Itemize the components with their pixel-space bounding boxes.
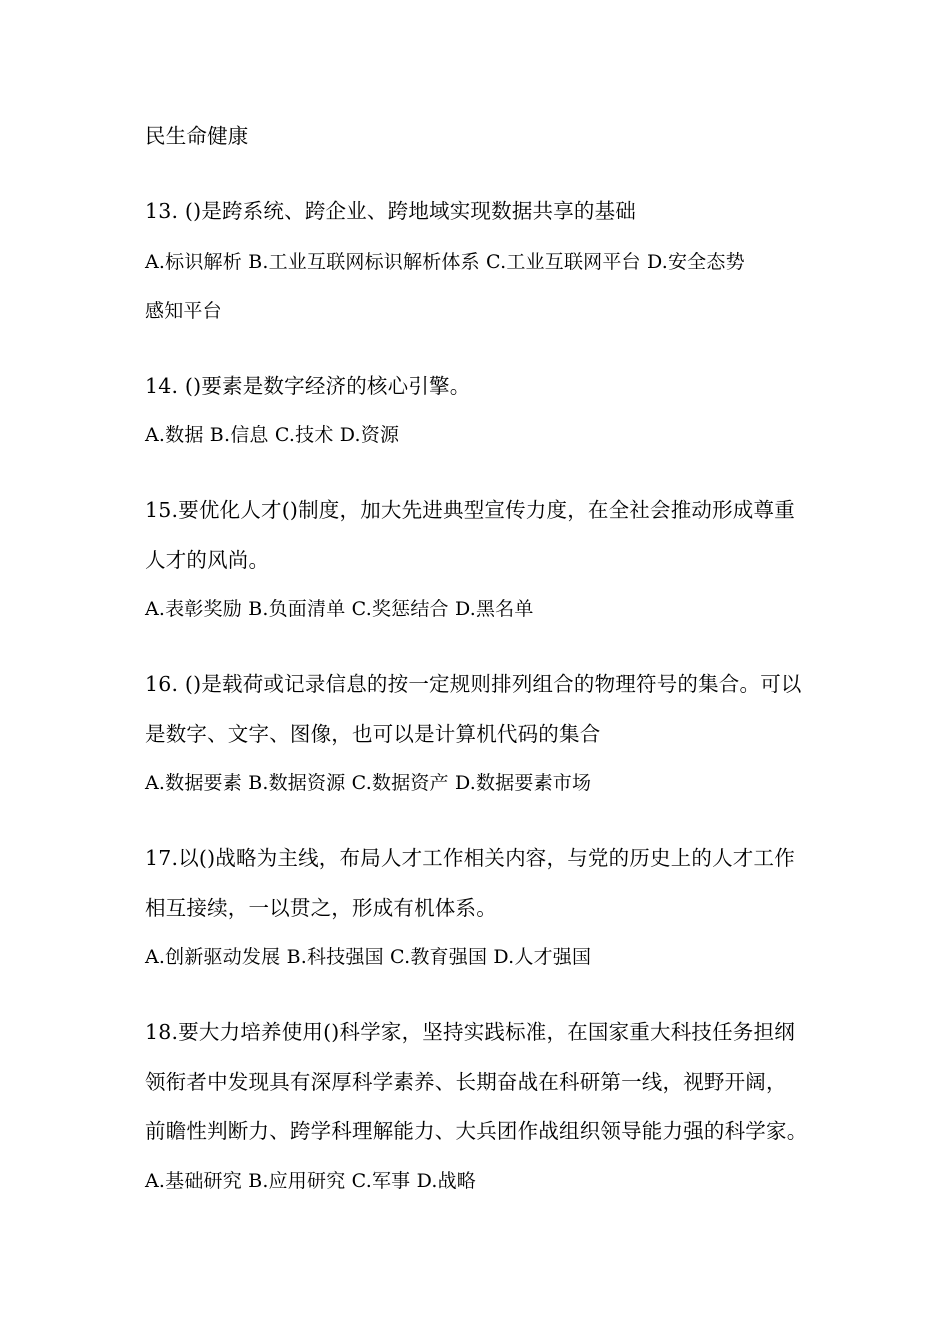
question-18-stem-line-2: 领衔者中发现具有深厚科学素养、长期奋战在科研第一线，视野开阔， (145, 1070, 787, 1094)
question-18-options-line-1: A.基础研究 B.应用研究 C.军事 D.战略 (145, 1170, 476, 1192)
question-14-options-line-1: A.数据 B.信息 C.技术 D.资源 (145, 424, 400, 446)
question-17-stem-line-1: 17.以()战略为主线，布局人才工作相关内容，与党的历史上的人才工作 (145, 846, 795, 870)
lead-text: 民生命健康 (145, 124, 249, 148)
question-17-stem-line-2: 相互接续，一以贯之，形成有机体系。 (145, 896, 497, 920)
question-15-stem-line-1: 15.要优化人才()制度，加大先进典型宣传力度，在全社会推动形成尊重 (145, 498, 795, 522)
question-15-options-line-1: A.表彰奖励 B.负面清单 C.奖惩结合 D.黑名单 (145, 598, 534, 620)
question-16-stem-line-1: 16. ()是载荷或记录信息的按一定规则排列组合的物理符号的集合。可以 (145, 672, 802, 696)
question-13-stem-line-1: 13. ()是跨系统、跨企业、跨地域实现数据共享的基础 (145, 199, 637, 223)
question-18-stem-line-1: 18.要大力培养使用()科学家，坚持实践标准，在国家重大科技任务担纲 (145, 1020, 795, 1044)
question-13-options-line-2: 感知平台 (145, 300, 222, 322)
question-15-stem-line-2: 人才的风尚。 (145, 548, 270, 572)
question-13-options-line-1: A.标识解析 B.工业互联网标识解析体系 C.工业互联网平台 D.安全态势 (145, 251, 745, 273)
question-18-stem-line-3: 前瞻性判断力、跨学科理解能力、大兵团作战组织领导能力强的科学家。 (145, 1119, 808, 1143)
question-14-stem-line-1: 14. ()要素是数字经济的核心引擎。 (145, 374, 471, 398)
question-17-options-line-1: A.创新驱动发展 B.科技强国 C.教育强国 D.人才强国 (145, 946, 592, 968)
question-16-options-line-1: A.数据要素 B.数据资源 C.数据资产 D.数据要素市场 (145, 772, 592, 794)
question-16-stem-line-2: 是数字、文字、图像，也可以是计算机代码的集合 (145, 722, 601, 746)
